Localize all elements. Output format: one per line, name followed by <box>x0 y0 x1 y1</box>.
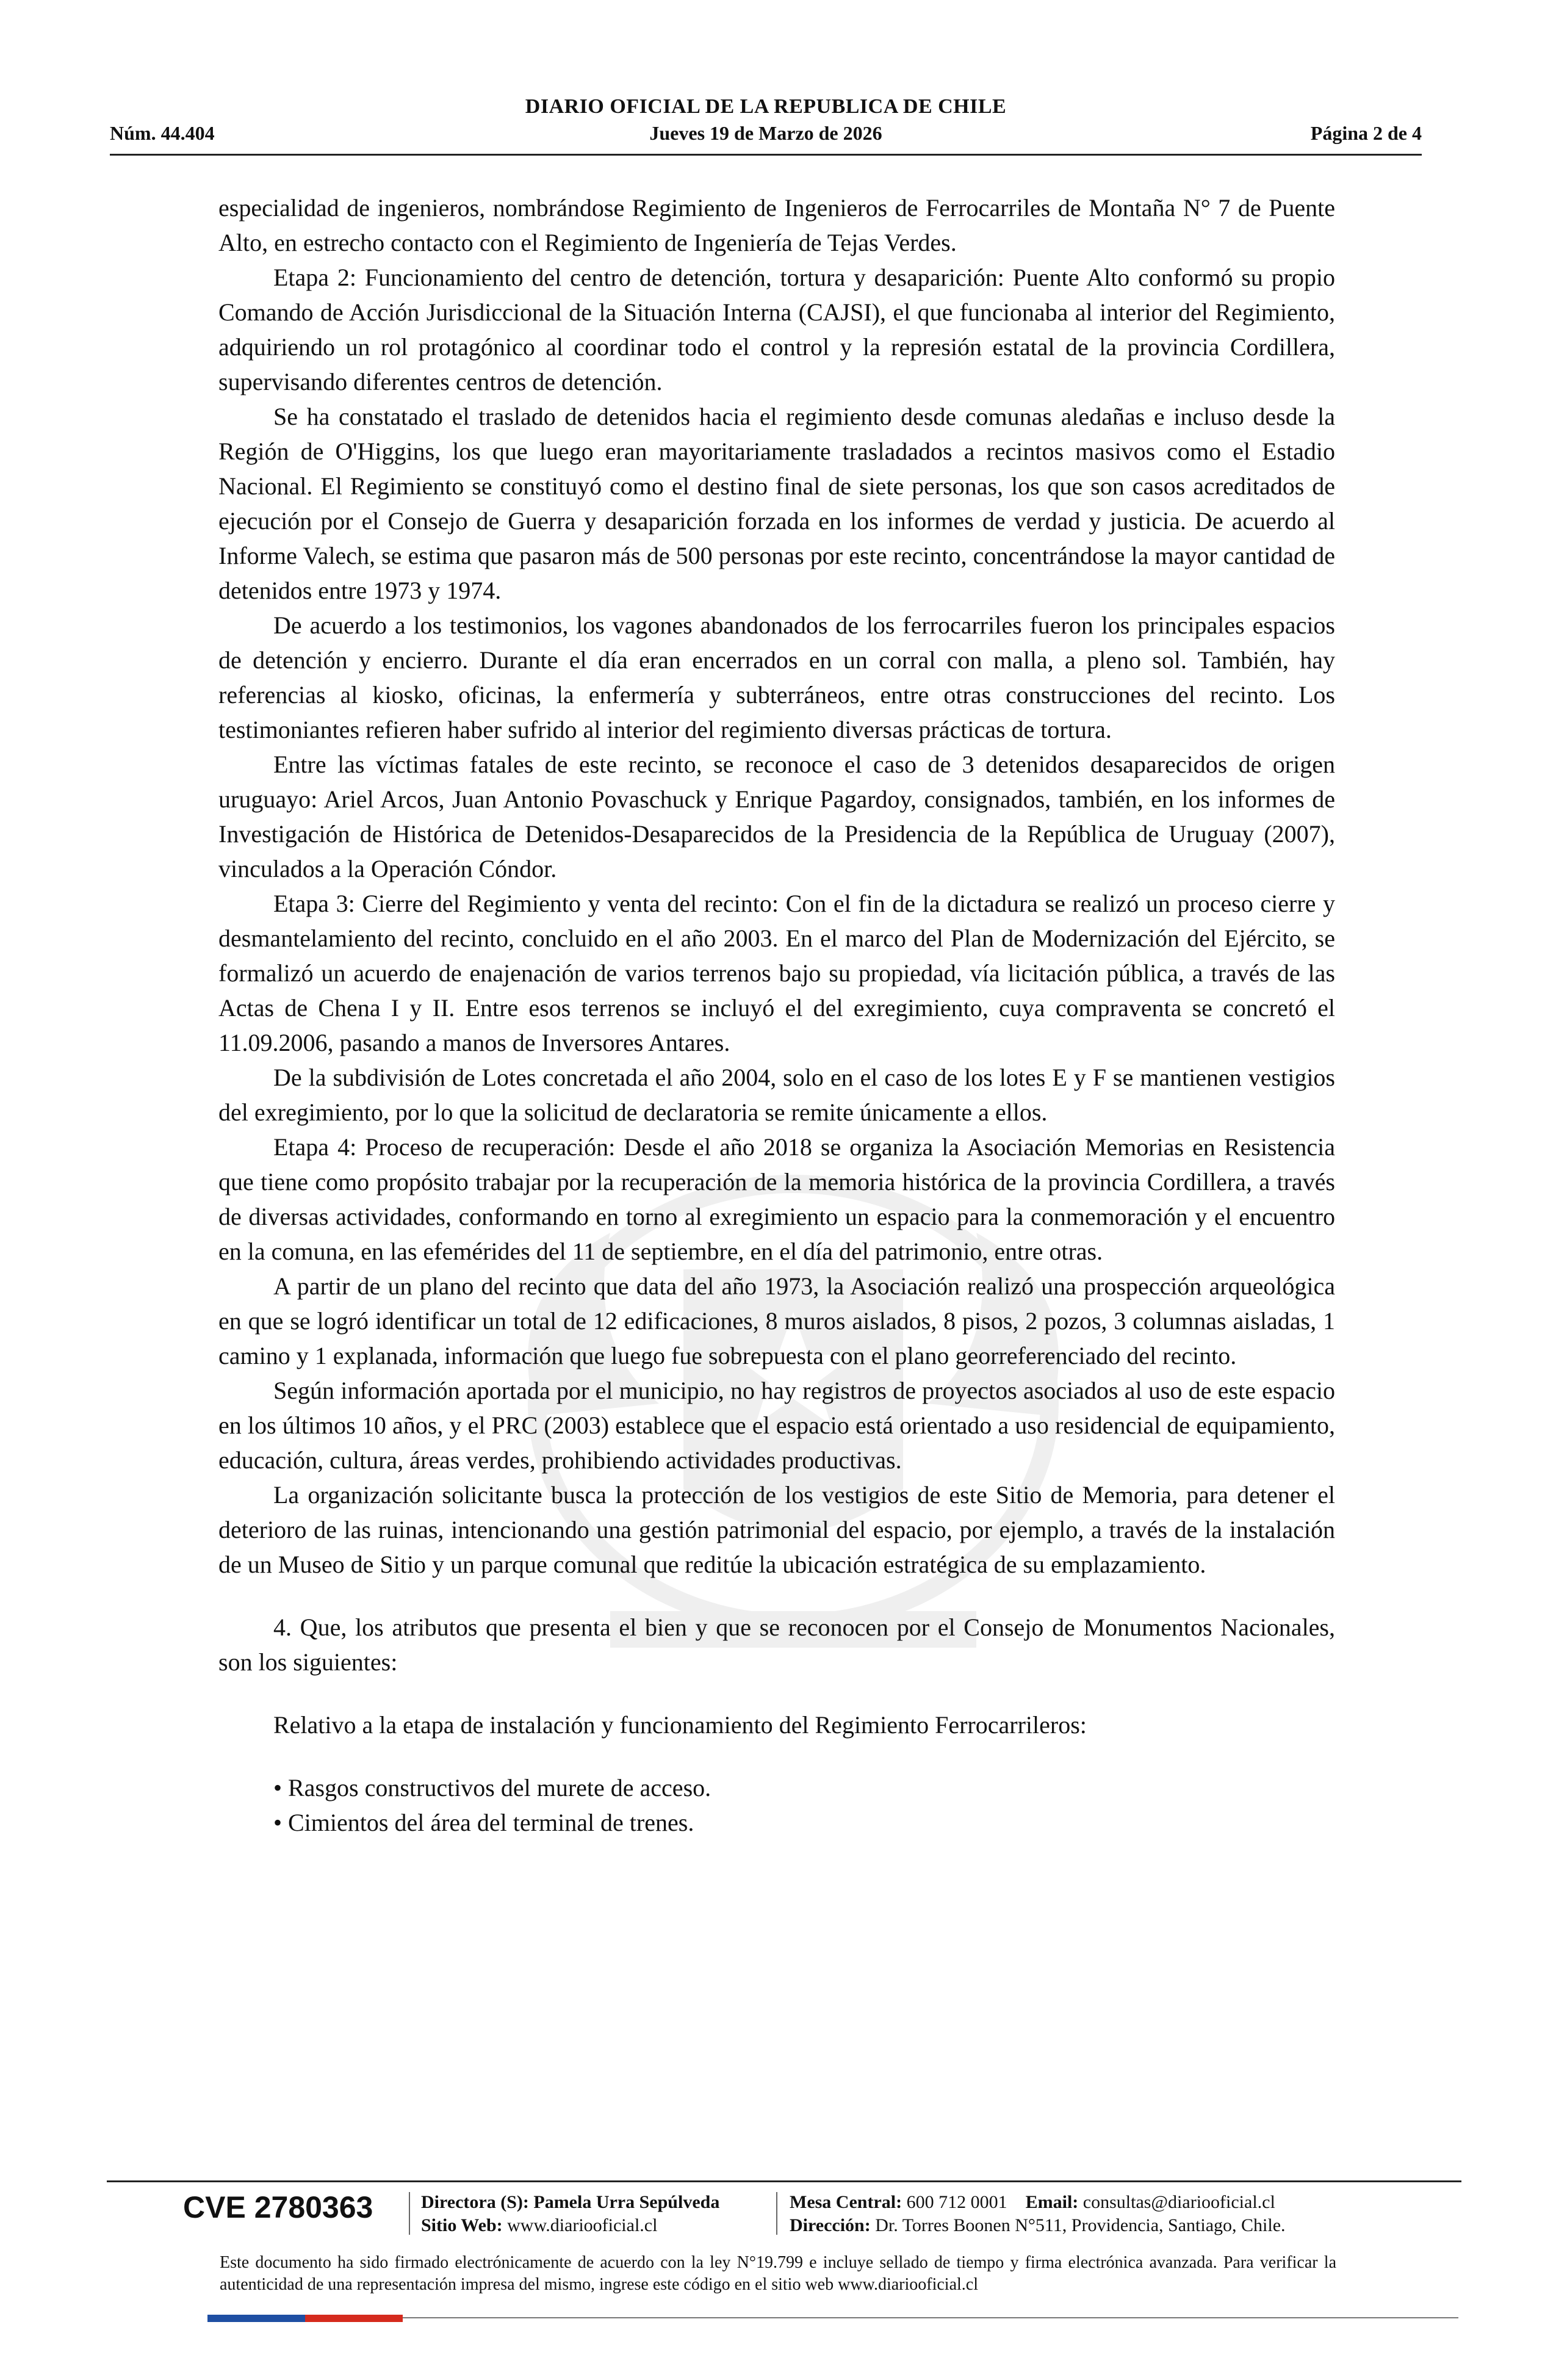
footer-divider <box>107 2180 1461 2182</box>
paragraph: De la subdivisión de Lotes concretada el año 2004, solo en el caso de los lotes E y F se mantienen vestigios del exregimiento, por lo que la solicitud de declaratoria se remite únicamente a ellos. <box>218 1064 1335 1126</box>
issue-date: Jueves 19 de Marzo de 2026 <box>649 122 882 144</box>
paragraph: especialidad de ingenieros, nombrándose Regimiento de Ingenieros de Ferrocarriles de Montaña N° 7 de Puente Alto, en estrecho contacto con el Regimiento de Ingeniería de Tejas Verdes. <box>218 194 1335 256</box>
gazette-title: DIARIO OFICIAL DE LA REPUBLICA DE CHILE <box>525 95 1007 118</box>
web-label: Sitio Web: <box>421 2215 503 2235</box>
email-label: Email: <box>1025 2192 1079 2212</box>
spacer <box>218 1742 1335 1770</box>
spacer <box>218 1582 1335 1610</box>
footer-separator <box>409 2192 410 2235</box>
web-link[interactable]: www.diariooficial.cl <box>507 2215 658 2235</box>
footer-contact-block <box>790 2191 1286 2237</box>
page-header <box>110 92 1422 159</box>
bullet-item: • Rasgos constructivos del murete de acceso. <box>273 1774 711 1801</box>
header-divider <box>110 154 1422 156</box>
paragraph: Etapa 4: Proceso de recuperación: Desde el año 2018 se organiza la Asociación Memorias en Resistencia que tiene como propósito trabajar por la recuperación de la memoria histórica de la provincia Cordillera, a través de diversas actividades, conformando en torno al exregimiento un espacio para la conmemoración y el encuentro en la comuna, en las efemérides del 11 de septiembre, en el día del patrimonio, entre otras. <box>218 1133 1335 1265</box>
paragraph: De acuerdo a los testimonios, los vagones abandonados de los ferrocarriles fueron los principales espacios de detención y encierro. Durante el día eran encerrados en un corral con malla, a pleno sol. También, hay referencias al kiosko, oficinas, la enfermería y subterráneos, entre otras construcciones del recinto. Los testimoniantes refieren haber sufrido al interior del regimiento diversas prácticas de tortura. <box>218 611 1335 743</box>
paragraph: Etapa 3: Cierre del Regimiento y venta del recinto: Con el fin de la dictadura se realizó un proceso cierre y desmantelamiento del recinto, concluido en el año 2003. En el marco del Plan de Modernización del Ejército, se formalizó un acuerdo de enajenación de varios terrenos bajo su propiedad, vía licitación pública, a través de las Actas de Chena I y II. Entre esos terrenos se incluyó el del exregimiento, cuya compraventa se concretó el 11.09.2006, pasando a manos de Inversores Antares. <box>218 890 1335 1056</box>
direccion-value: Dr. Torres Boonen N°511, Providencia, Santiago, Chile. <box>875 2215 1286 2235</box>
footer-director-block <box>421 2191 719 2237</box>
flag-blue-segment <box>207 2315 305 2322</box>
mesa-phone: 600 712 0001 <box>906 2192 1007 2212</box>
paragraph: Según información aportada por el municipio, no hay registros de proyectos asociados al uso de este espacio en los últimos 10 años, y el PRC (2003) establece que el espacio está orientado a uso residencial de equipamiento, educación, cultura, áreas verdes, prohibiendo actividades productivas. <box>218 1377 1335 1474</box>
paragraph: Se ha constatado el traslado de detenidos hacia el regimiento desde comunas aledañas e incluso desde la Región de O'Higgins, los que luego eran mayoritariamente trasladados a recintos masivos como el Estadio Nacional. El Regimiento se constituyó como el destino final de siete personas, los que son casos acreditados de ejecución por el Consejo de Guerra y desaparición forzada en los informes de verdad y justicia. De acuerdo al Informe Valech, se estima que pasaron más de 500 personas por este recinto, concentrándose la mayor cantidad de detenidos entre 1973 y 1974. <box>218 403 1335 604</box>
email-link[interactable]: consultas@diariooficial.cl <box>1082 2192 1275 2212</box>
mesa-label: Mesa Central: <box>790 2192 902 2212</box>
paragraph: Etapa 2: Funcionamiento del centro de detención, tortura y desaparición: Puente Alto conformó su propio Comando de Acción Jurisdiccional de la Situación Interna (CAJSI), el que funcionaba al interior del Regimiento, adquiriendo un rol protagónico al coordinar todo el control y la represión estatal de la provincia Cordillera, supervisando diferentes centros de detención. <box>218 264 1335 395</box>
direccion-label: Dirección: <box>790 2215 871 2235</box>
relativo-paragraph: Relativo a la etapa de instalación y funcionamiento del Regimiento Ferrocarrileros: <box>273 1711 1087 1739</box>
footer-separator <box>776 2192 777 2235</box>
director-label: Directora (S): Pamela Urra Sepúlveda <box>421 2192 720 2212</box>
paragraph: La organización solicitante busca la protección de los vestigios de este Sitio de Memoria, para detener el deterioro de las ruinas, intencionando una gestión patrimonial del espacio, por ejemplo, a través de la instalación de un Museo de Sitio y un parque comunal que reditúe la ubicación estratégica de su emplazamiento. <box>218 1481 1335 1578</box>
issue-number: Núm. 44.404 <box>110 122 215 144</box>
spacer <box>218 1679 1335 1707</box>
paragraph: A partir de un plano del recinto que data del año 1973, la Asociación realizó una prospección arqueológica en que se logró identificar un total de 12 edificaciones, 8 muros aislados, 8 pisos, 2 pozos, 3 columnas aisladas, 1 camino y 1 explanada, información que luego fue sobrepuesta con el plano georreferenciado del recinto. <box>218 1272 1335 1369</box>
flag-stripe <box>207 2315 403 2322</box>
paragraph: Entre las víctimas fatales de este recinto, se reconoce el caso de 3 detenidos desaparecidos de origen uruguayo: Ariel Arcos, Juan Antonio Povaschuck y Enrique Pagardoy, consignados, también, en los informes de Investigación de Histórica de Detenidos-Desaparecidos de la Presidencia de la República de Uruguay (2007), vinculados a la Operación Cóndor. <box>218 751 1335 882</box>
page-indicator: Página 2 de 4 <box>1310 122 1422 144</box>
document-body <box>218 190 1335 1840</box>
flag-red-segment <box>305 2315 403 2322</box>
point-4-paragraph: 4. Que, los atributos que presenta el bien y que se reconocen por el Consejo de Monumentos Nacionales, son los siguientes: <box>218 1614 1335 1676</box>
cve-code: CVE 2780363 <box>183 2190 373 2224</box>
bullet-item: • Cimientos del área del terminal de trenes. <box>273 1809 694 1836</box>
signature-disclaimer: Este documento ha sido firmado electrónicamente de acuerdo con la ley N°19.799 e incluye sellado de tiempo y firma electrónica avanzada. Para verificar la autenticidad de una representación impresa del mismo, ingrese este código en el sitio web www.diariooficial.cl <box>220 2253 1336 2294</box>
